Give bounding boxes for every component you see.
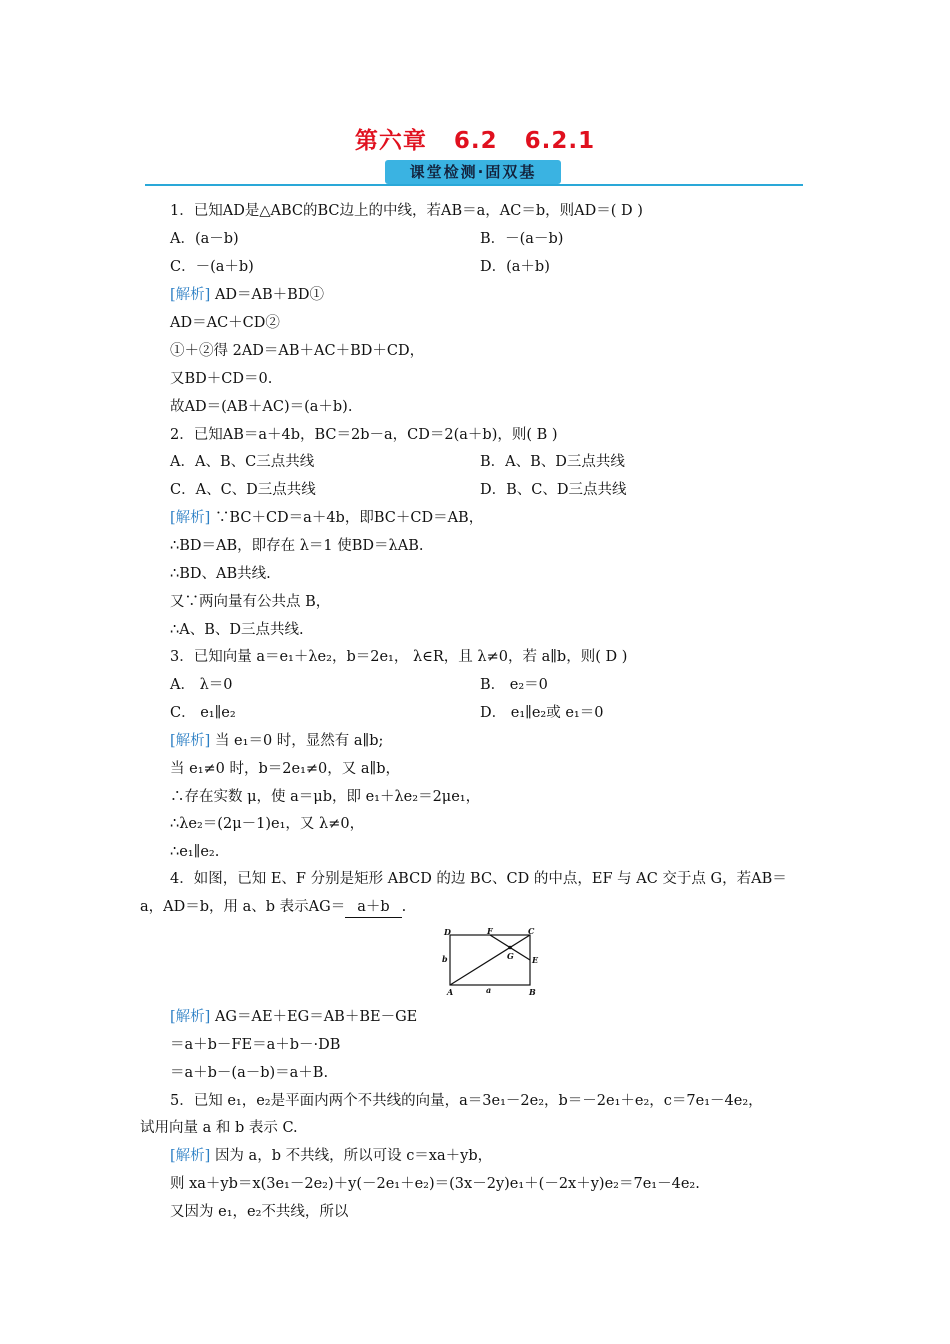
answer-blank: a＋b — [345, 897, 401, 918]
q3-solution-line-1: [解析] 当 e₁＝0 时，显然有 a∥b; — [170, 733, 384, 749]
q1-option-c: C．－(a＋b) — [170, 259, 254, 275]
label-vector-a: a — [486, 985, 492, 995]
section-banner — [145, 160, 803, 188]
rectangle-figure — [436, 925, 546, 1000]
q1-option-d: D．(a＋b) — [480, 259, 550, 275]
q1-solution-line-2: AD＝AC＋CD② — [170, 315, 280, 331]
q2-solution-line-3: ∴BD、AB共线. — [170, 566, 271, 582]
q3-solution-line-3: ∴存在实数 μ，使 a＝μb，即 e₁＋λe₂＝2μe₁， — [170, 789, 481, 805]
point-g — [508, 946, 512, 950]
question-4-line-2: a，AD＝b，用 a、b 表示AG＝ a＋b . — [140, 897, 406, 918]
analysis-tag: [解析] — [170, 733, 211, 749]
question-4-line-1: 4．如图，已知 E、F 分别是矩形 ABCD 的边 BC、CD 的中点，EF 与 AC 交于点 G，若AB＝ — [170, 871, 787, 887]
question-5-line-2: 试用向量 a 和 b 表示 C. — [140, 1120, 298, 1136]
q4-solution-line-3: ＝a＋b－(a－b)＝a＋B. — [170, 1065, 329, 1081]
q1-solution-line-1: [解析] AD＝AB＋BD① — [170, 287, 324, 303]
q5-solution-line-2: 则 xa＋yb＝x(3e₁－2e₂)＋y(－2e₁＋e₂)＝(3x－2y)e₁＋(－2x＋y)e₂＝7e₁－4e₂. — [170, 1176, 700, 1192]
banner-divider — [145, 184, 803, 186]
question-3: 3．已知向量 a＝e₁＋λe₂，b＝2e₁， λ∈R，且 λ≠0，若 a∥b，则( D ) — [170, 649, 628, 665]
q1-solution-line-4: 又BD＋CD＝0. — [170, 371, 273, 387]
label-g: G — [507, 951, 514, 961]
q1-option-a: A．(a－b) — [170, 231, 239, 247]
question-1: 1．已知AD是△ABC的BC边上的中线，若AB＝a，AC＝b，则AD＝( D ) — [170, 203, 643, 219]
question-5-line-1: 5．已知 e₁，e₂是平面内两个不共线的向量，a＝3e₁－2e₂，b＝－2e₁＋e₂，c＝7e₁－4e₂， — [170, 1093, 763, 1109]
label-b: B — [529, 987, 536, 997]
label-a: A — [447, 987, 454, 997]
label-vector-b: b — [442, 954, 448, 964]
banner-label: 课堂检测·固双基 — [385, 160, 561, 184]
q3-solution-line-2: 当 e₁≠0 时，b＝2e₁≠0，又 a∥b， — [170, 761, 400, 777]
q3-option-c: C． e₁∥e₂ — [170, 705, 236, 721]
page-title: 第六章 6.2 6.2.1 — [354, 128, 596, 154]
analysis-tag: [解析] — [170, 1148, 211, 1164]
q4-solution-line-1: [解析] AG＝AE＋EG＝AB＋BE－GE — [170, 1009, 418, 1025]
q2-option-d: D．B、C、D三点共线 — [480, 482, 627, 498]
q2-solution-line-4: 又∵两向量有公共点 B， — [170, 594, 331, 610]
q1-solution-line-3: ①＋②得 2AD＝AB＋AC＋BD＋CD， — [170, 343, 425, 359]
q3-option-b: B． e₂＝0 — [480, 677, 548, 693]
analysis-tag: [解析] — [170, 287, 211, 303]
q5-solution-line-3: 又因为 e₁，e₂不共线，所以 — [170, 1204, 349, 1220]
q1-solution-line-5: 故AD＝(AB＋AC)＝(a＋b). — [170, 399, 353, 415]
q1-option-b: B．－(a－b) — [480, 231, 564, 247]
q5-solution-line-1: [解析] 因为 a，b 不共线，所以可设 c＝xa＋yb， — [170, 1148, 493, 1164]
label-e: E — [532, 955, 539, 965]
q3-solution-line-5: ∴e₁∥e₂. — [170, 844, 220, 860]
q2-option-c: C．A、C、D三点共线 — [170, 482, 316, 498]
q2-option-a: A．A、B、C三点共线 — [170, 454, 315, 470]
q2-solution-line-5: ∴A、B、D三点共线. — [170, 622, 304, 638]
analysis-tag: [解析] — [170, 510, 211, 526]
q2-solution-line-1: [解析] ∵BC＋CD＝a＋4b，即BC＋CD＝AB， — [170, 510, 484, 526]
q3-solution-line-4: ∴λe₂＝(2μ－1)e₁，又 λ≠0， — [170, 816, 365, 832]
q3-option-a: A． λ＝0 — [170, 677, 233, 693]
label-d: D — [444, 927, 451, 937]
q2-option-b: B．A、B、D三点共线 — [480, 454, 625, 470]
analysis-tag: [解析] — [170, 1009, 211, 1025]
label-f: F — [487, 926, 493, 936]
q2-solution-line-2: ∴BD＝AB，即存在 λ＝1 使BD＝λAB. — [170, 538, 424, 554]
label-c: C — [528, 926, 535, 936]
q3-option-d: D． e₁∥e₂或 e₁＝0 — [480, 705, 604, 721]
question-2: 2．已知AB＝a＋4b，BC＝2b－a，CD＝2(a＋b)，则( B ) — [170, 427, 558, 443]
q4-solution-line-2: ＝a＋b－FE＝a＋b－·DB — [170, 1037, 341, 1053]
diagonal-ac — [450, 935, 530, 985]
